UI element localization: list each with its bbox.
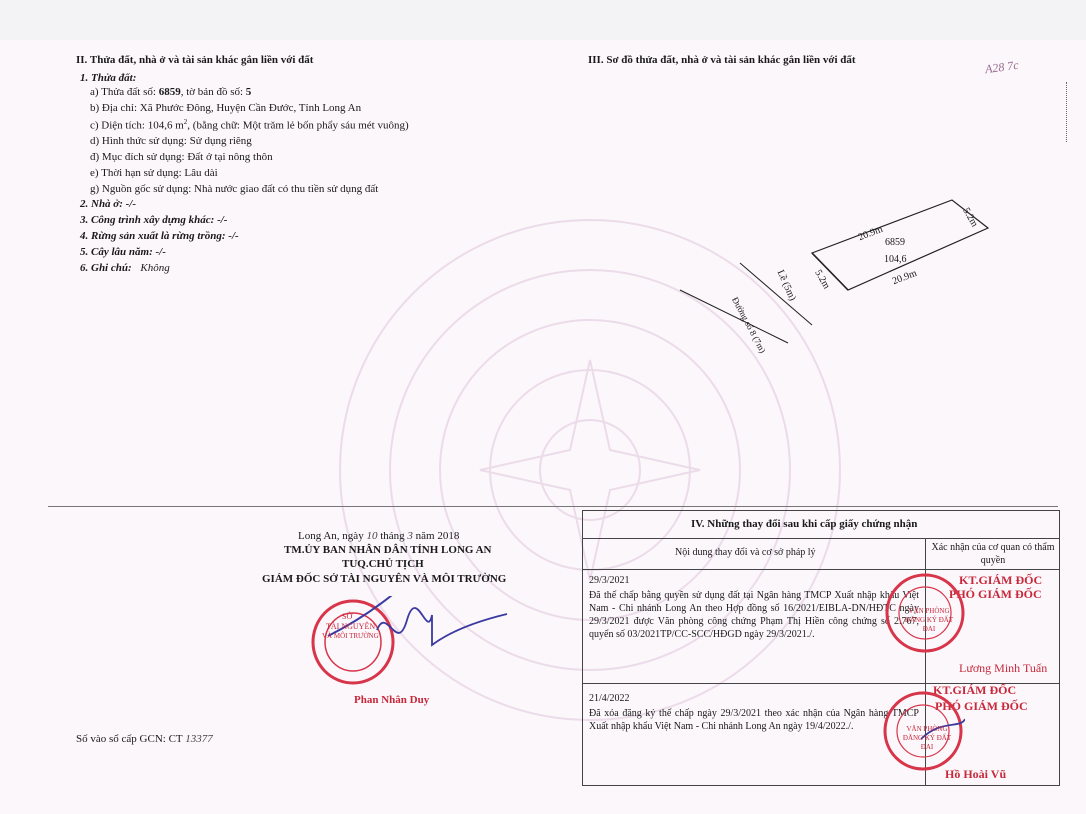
- entry1-date: 29/3/2021: [589, 575, 630, 586]
- entry2-text: Đã xóa đăng ký thế chấp ngày 29/3/2021 theo xác nhận của Ngân hàng TMCP Xuất nhập khẩu Việt Nam - Chi nhánh Long An ngày 19/4/2022./.: [589, 708, 919, 732]
- entry2-date: 21/4/2022: [589, 693, 630, 704]
- section2-title: II. Thửa đất, nhà ở và tài sản khác gắn liền với đất: [76, 54, 314, 66]
- date-month: 3: [407, 530, 413, 542]
- map-mid: , tờ bản đồ số:: [180, 86, 244, 98]
- date-line: [298, 530, 459, 542]
- section4-title: IV. Những thay đổi sau khi cấp giấy chứng nhận: [691, 518, 918, 530]
- dim-bottom: 20.9m: [890, 267, 919, 288]
- diagram-road: Đường số 8 (7m): [730, 295, 768, 355]
- signer-name: Phan Nhân Duy: [354, 694, 430, 706]
- entry1-text: Đã thế chấp bằng quyền sử dụng đất tại Ngân hàng TMCP Xuất nhập khẩu Việt Nam - Chi nhánh Long An theo Hợp đồng số 16/2021/EIBLA-DN/HĐTC ngày 29/3/2021 được Văn phòng công chứng Phạm Thị Hiền công chứng số 2.767, quyển số 03/2021TP/CC-SCC/HĐGD ngày 29/3/2021./.: [589, 590, 919, 640]
- date-year: năm 2018: [415, 530, 460, 542]
- parcel-diagram: [670, 195, 1010, 355]
- signature-scribble: [372, 600, 512, 660]
- registry-label: Số vào sổ cấp GCN: CT: [76, 733, 183, 745]
- house-line: 2. Nhà ở: -/-: [80, 198, 137, 210]
- diagram-road-edge: Lề (5m): [774, 268, 798, 303]
- purpose-line: đ) Mục đích sử dụng: Đất ở tại nông thôn: [90, 151, 273, 163]
- dim-right: 5.2m: [960, 205, 980, 230]
- table-rule-3: [583, 683, 925, 684]
- entry2-signer: Hồ Hoài Vũ: [945, 767, 1007, 781]
- construction-line: 3. Công trình xây dựng khác: -/-: [80, 214, 228, 226]
- area-line: [90, 118, 409, 132]
- stamp-text-1: SỞ: [342, 612, 353, 621]
- margin-marks: [1066, 82, 1071, 142]
- note-value: Không: [140, 262, 170, 274]
- stamp-text-3: VÀ MÔI TRƯỜNG: [322, 632, 379, 640]
- diagram-parcel-no: 6859: [885, 237, 905, 248]
- viewer-top-bar: [0, 0, 1086, 41]
- date-place: Long An, ngày: [298, 530, 364, 542]
- entry2-kt: KT.GIÁM ĐỐC: [933, 683, 1017, 697]
- entry2-stamp-text: VĂN PHÒNG ĐĂNG KÝ ĐẤT ĐAI: [902, 725, 952, 751]
- registry-line: [76, 733, 213, 745]
- col1-header: Nội dung thay đổi và cơ sở pháp lý: [675, 547, 816, 558]
- area-prefix: c) Diện tích: 104,6 m: [90, 119, 184, 132]
- entry1-deputy: PHÓ GIÁM ĐỐC: [949, 587, 1042, 601]
- certificate-page: [0, 40, 1086, 814]
- section-divider: [48, 506, 1058, 507]
- parcel-prefix: a) Thửa đất số:: [90, 86, 156, 98]
- parcel-line: [90, 86, 251, 98]
- changes-table: [582, 510, 1060, 786]
- position-line: GIÁM ĐỐC SỞ TÀI NGUYÊN VÀ MÔI TRƯỜNG: [262, 573, 507, 585]
- date-month-label: tháng: [380, 530, 405, 542]
- origin-line: g) Nguồn gốc sử dụng: Nhà nước giao đất có thu tiền sử dụng đất: [90, 183, 379, 195]
- col2-header: Xác nhận của cơ quan có thẩm quyền: [931, 542, 1055, 566]
- section3-title: III. Sơ đồ thửa đất, nhà ở và tài sản khác gắn liền với đất: [588, 54, 856, 66]
- term-line: e) Thời hạn sử dụng: Lâu dài: [90, 167, 218, 179]
- perennial-line: 5. Cây lâu năm: -/-: [80, 246, 166, 258]
- item1-title: 1. Thửa đất:: [80, 72, 137, 84]
- dim-top: 20.9m: [856, 223, 885, 244]
- date-day: 10: [366, 530, 378, 542]
- area-suffix: , (bằng chữ: Một trăm lẻ bốn phẩy sáu mét vuông): [187, 119, 409, 132]
- note-line: [80, 262, 170, 274]
- entry2-deputy: PHÓ GIÁM ĐỐC: [935, 699, 1028, 713]
- tuq-line: TUQ.CHỦ TỊCH: [342, 558, 424, 570]
- handwritten-note: A28 7c: [984, 57, 1020, 77]
- forest-line: 4. Rừng sản xuất là rừng trồng: -/-: [80, 230, 239, 242]
- registry-number: 13377: [185, 733, 213, 745]
- dim-left: 5.2m: [812, 267, 832, 292]
- address-line: b) Địa chỉ: Xã Phước Đông, Huyện Cần Đước, Tỉnh Long An: [90, 102, 362, 114]
- usage-form-line: d) Hình thức sử dụng: Sử dụng riêng: [90, 135, 252, 147]
- entry1-stamp-text: VĂN PHÒNG ĐĂNG KÝ ĐẤT ĐAI: [904, 607, 954, 633]
- map-number: 5: [245, 86, 252, 98]
- org-line: TM.ỦY BAN NHÂN DÂN TỈNH LONG AN: [284, 544, 492, 556]
- diagram-area: 104,6: [884, 254, 907, 265]
- table-rule-2: [583, 569, 1059, 570]
- parcel-number: 6859: [158, 86, 181, 98]
- area-sup: 2: [183, 118, 188, 126]
- note-label: 6. Ghi chú:: [80, 262, 132, 274]
- entry1-signer: Lương Minh Tuấn: [959, 661, 1048, 675]
- table-rule-1: [583, 538, 1059, 539]
- stamp-text-2: TÀI NGUYÊN: [326, 622, 376, 631]
- entry1-kt: KT.GIÁM ĐỐC: [959, 573, 1043, 587]
